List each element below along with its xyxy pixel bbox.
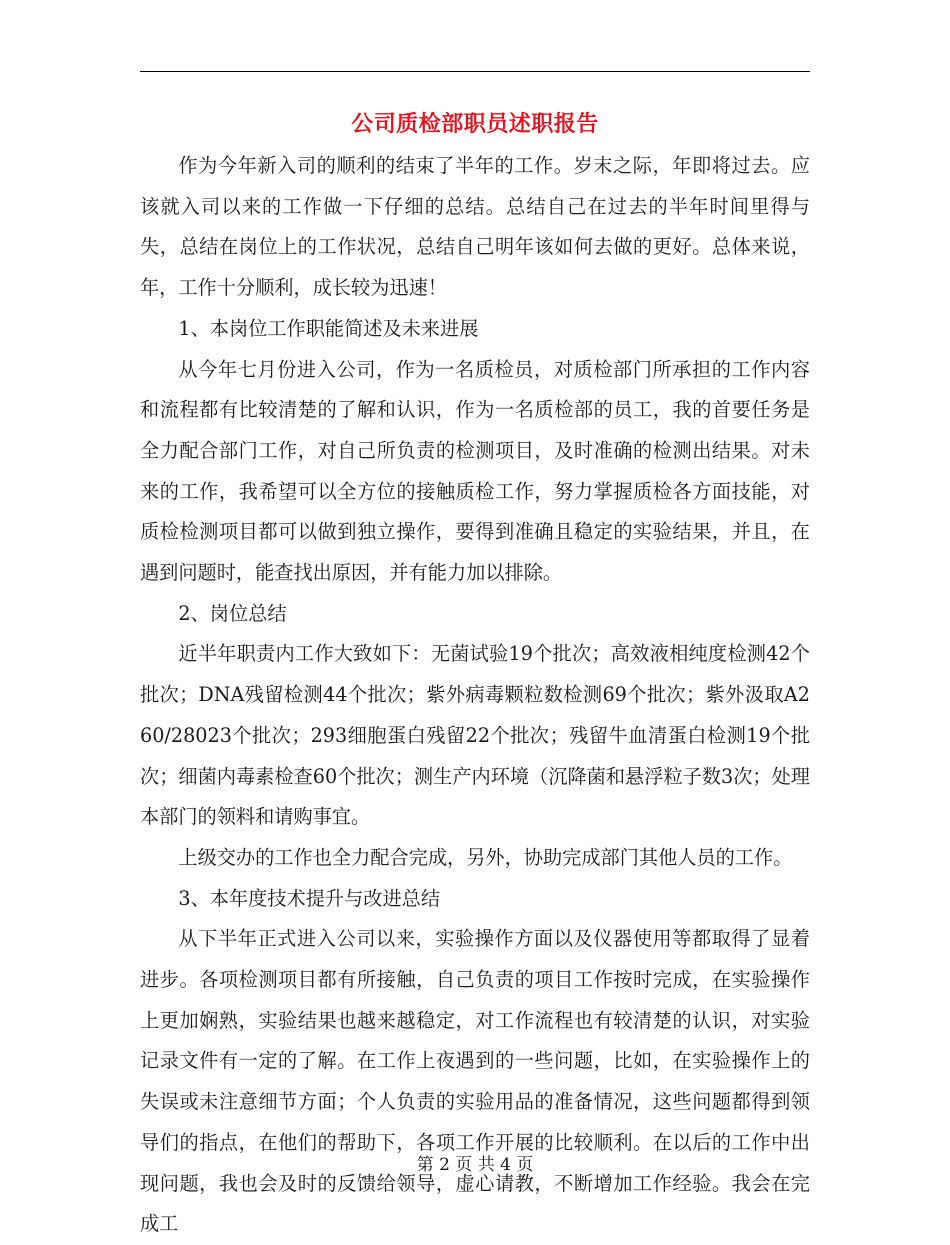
section-heading-3: 3、本年度技术提升与改进总结 <box>178 886 441 910</box>
paragraph-section-2b: 上级交办的工作也全力配合完成，另外，协助完成部门其他人员的工作。 <box>178 845 793 869</box>
section-heading-2: 2、岗位总结 <box>178 601 287 625</box>
page-number-footer: 第 2 页 共 4 页 <box>416 1155 534 1175</box>
document-title: 公司质检部职员述职报告 <box>351 111 599 137</box>
paragraph-section-2: 近半年职责内工作大致如下：无菌试验19个批次；高效液相纯度检测42个批次；DNA残留检测44个批次；紫外病毒颗粒数检测69个批次；紫外汲取A260/28023个批次；293细胞蛋白残留22个批次；残留牛血清蛋白检测19个批次；细菌内毒素检查60个批次；测生产内环境（沉降菌和悬浮粒子数3次；处理本部门的领料和请购事宜。 <box>140 642 810 829</box>
paragraph-section-3: 从下半年正式进入公司以来，实验操作方面以及仪器使用等都取得了显着进步。各项检测项目都有所接触，自己负责的项目工作按时完成，在实验操作上更加娴熟，实验结果也越来越稳定，对工作流程也有较清楚的认识，对实验记录文件有一定的了解。在工作上夜遇到的一些问题，比如，在实验操作上的失误或未注意细节方面；个人负责的实验用品的准备情况，这些问题都得到领导们的指点，在他们的帮助下，各项工作开展的比较顺利。在以后的工作中出现问题，我也会及时的反馈给领导，虚心请教，不断增加工作经验。我会在完成工 <box>140 927 810 1236</box>
document-body <box>140 146 810 1245</box>
paragraph-section-1: 从今年七月份进入公司，作为一名质检员，对质检部门所承担的工作内容和流程都有比较清楚的了解和认识，作为一名质检部的员工，我的首要任务是全力配合部门工作，对自己所负责的检测项目，及时准确的检测出结果。对未来的工作，我希望可以全方位的接触质检工作，努力掌握质检各方面技能，对质检检测项目都可以做到独立操作，要得到准确且稳定的实验结果，并且，在遇到问题时，能查找出原因，并有能力加以排除。 <box>140 357 810 585</box>
paragraph-intro: 作为今年新入司的顺利的结束了半年的工作。岁末之际，年即将过去。应该就入司以来的工作做一下仔细的总结。总结自己在过去的半年时间里得与失，总结在岗位上的工作状况，总结自己明年该如何去做的更好。总体来说，年，工作十分顺利，成长较为迅速！ <box>140 154 810 300</box>
section-heading-1: 1、本岗位工作职能简述及未来进展 <box>178 316 479 340</box>
header-rule <box>140 71 810 72</box>
